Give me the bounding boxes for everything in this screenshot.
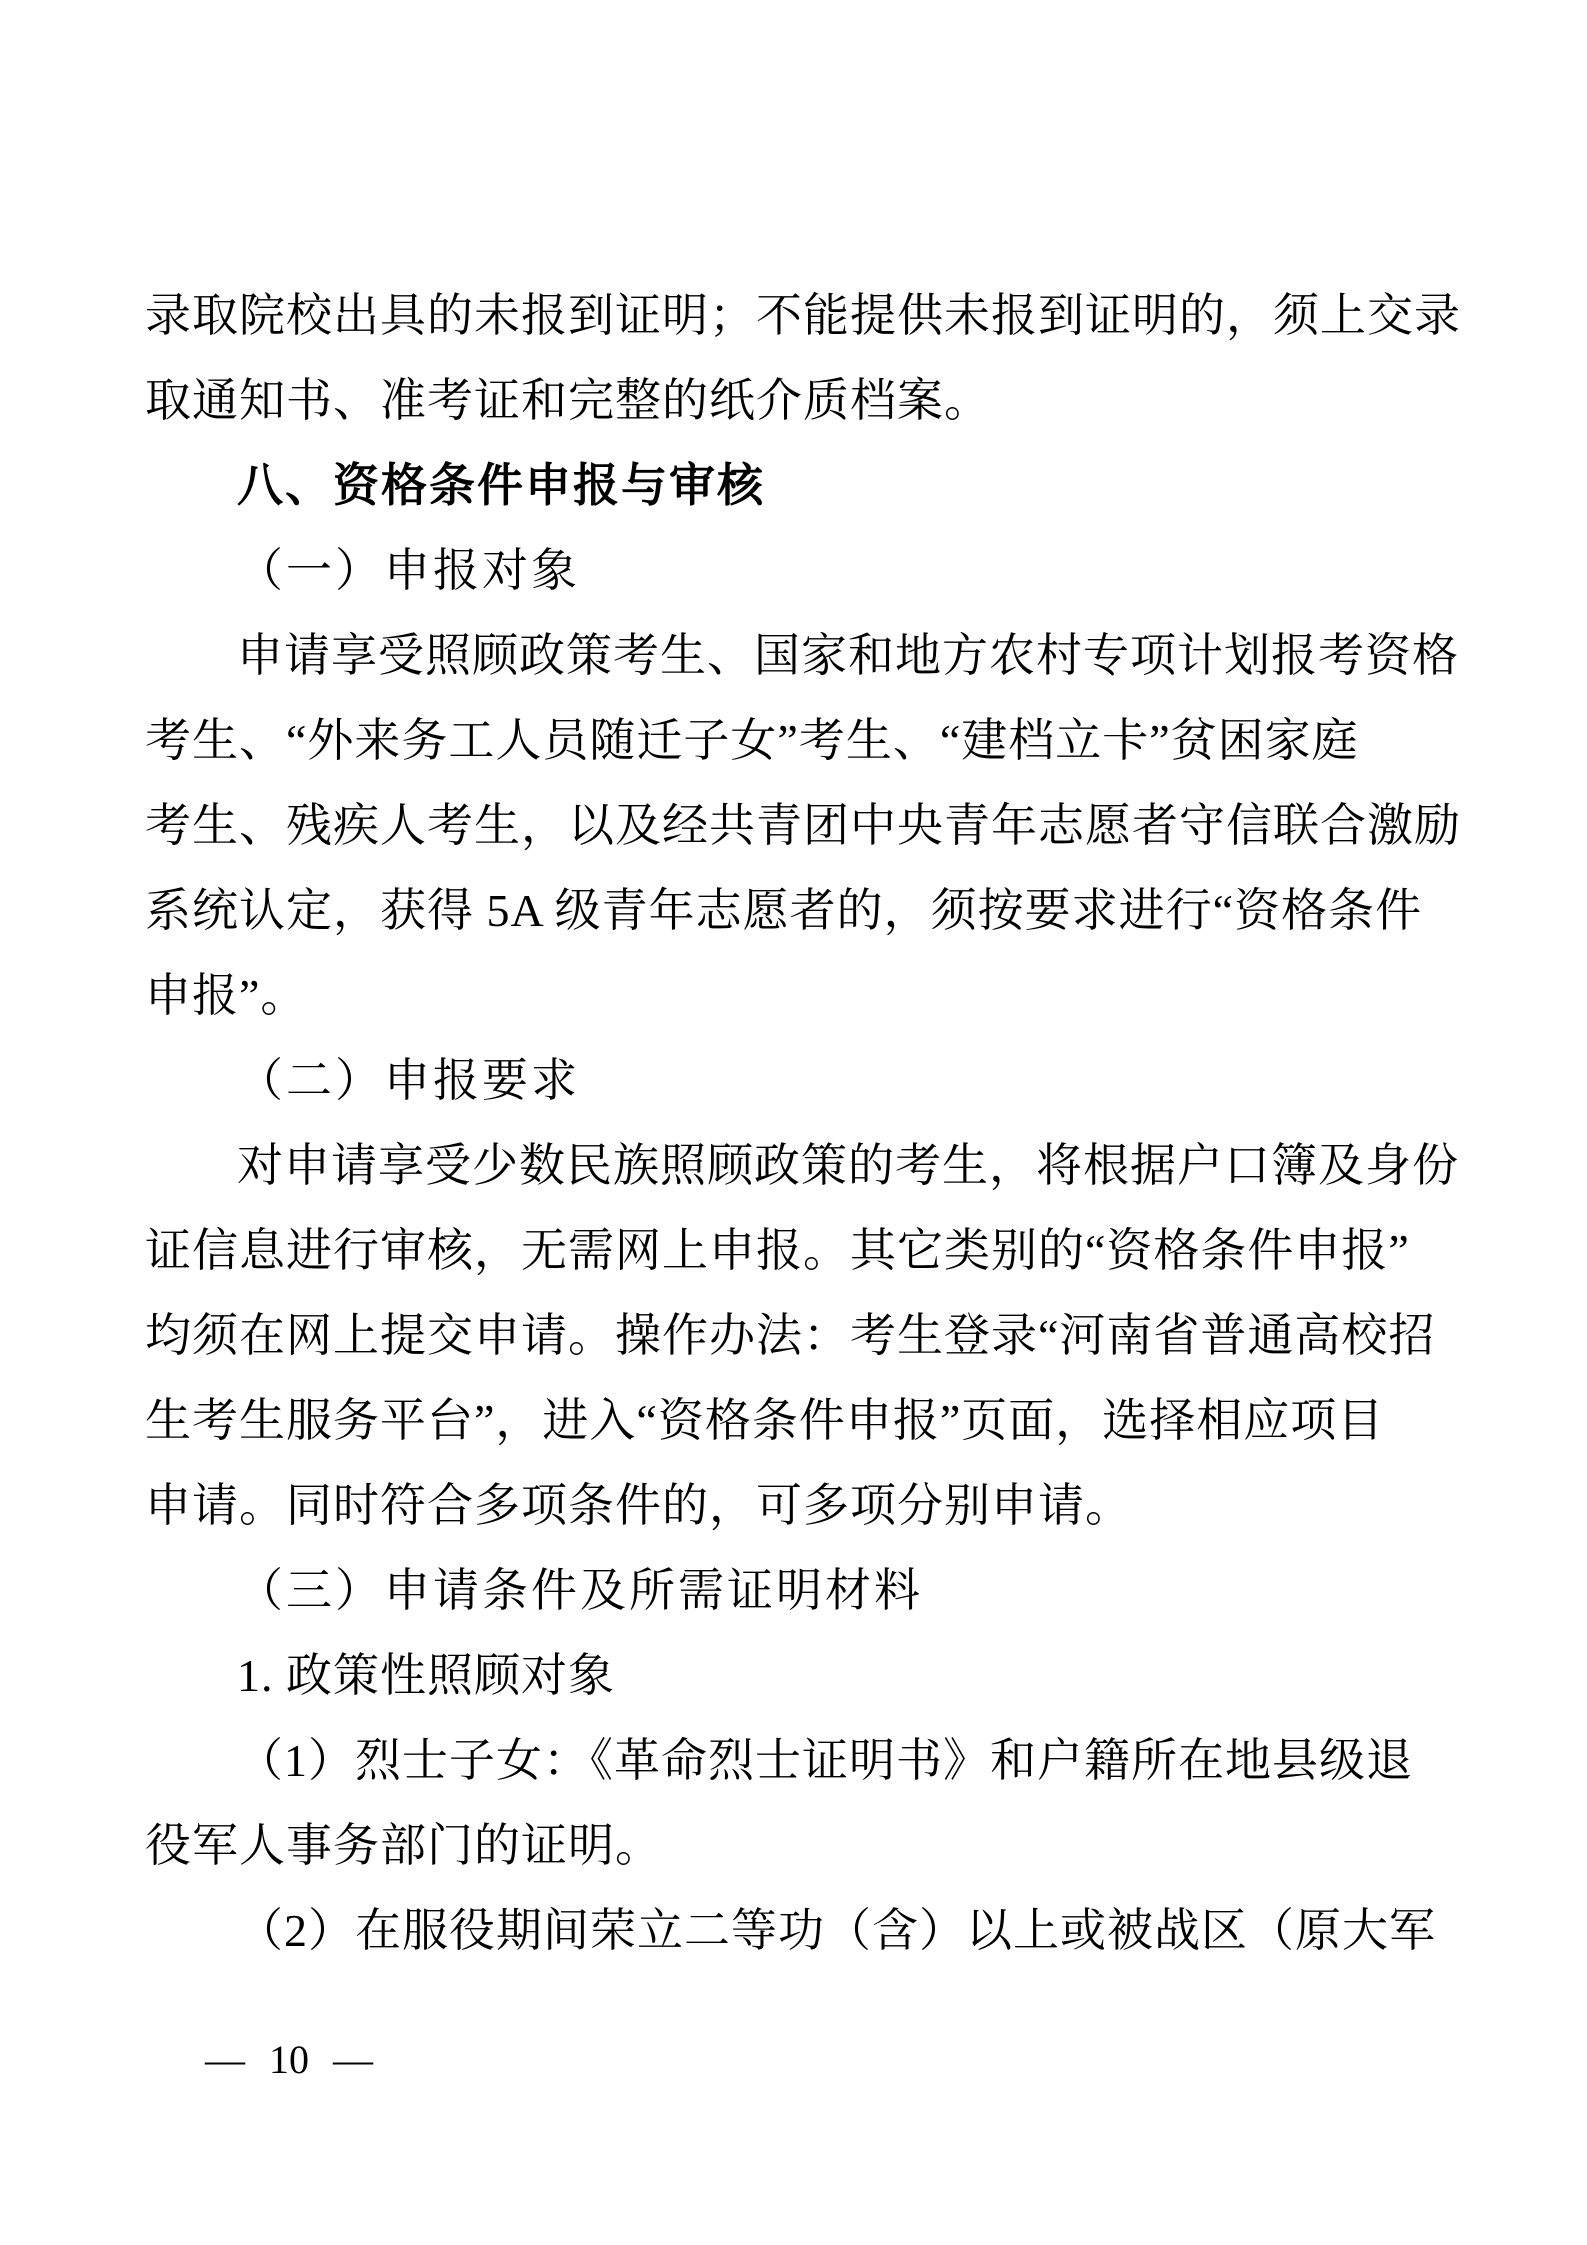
body-text-line: 对申请享受少数民族照顾政策的考生，将根据户口簿及身份 — [237, 1140, 1459, 1191]
body-text-line: （1）烈士子女：《革命烈士证明书》和户籍所在地县级退 — [237, 1735, 1413, 1786]
body-text-line: 录取院校出具的未报到证明；不能提供未报到证明的，须上交录 — [145, 290, 1461, 341]
subsection-heading: （三）申请条件及所需证明材料 — [237, 1565, 923, 1616]
body-text-line: 申请。同时符合多项条件的，可多项分别申请。 — [145, 1480, 1132, 1531]
document-body — [145, 273, 1461, 1973]
body-text-line: 均须在网上提交申请。操作办法：考生登录“河南省普通高校招 — [145, 1310, 1436, 1361]
body-text-line: 取通知书、准考证和完整的纸介质档案。 — [145, 375, 991, 426]
body-text-line: 申报”。 — [145, 970, 308, 1021]
body-text-line: 役军人事务部门的证明。 — [145, 1820, 662, 1871]
body-text-line: 证信息进行审核，无需网上申报。其它类别的“资格条件申报” — [145, 1225, 1410, 1276]
body-text-line: 生考生服务平台”，进入“资格条件申报”页面，选择相应项目 — [145, 1395, 1385, 1446]
subsection-heading: （二）申报要求 — [237, 1055, 580, 1106]
body-text-line: 考生、“外来务工人员随迁子女”考生、“建档立卡”贫困家庭 — [145, 715, 1359, 766]
body-text-line: 1. 政策性照顾对象 — [237, 1650, 615, 1701]
page-number: — 10 — — [205, 2037, 373, 2082]
body-text-line: 考生、残疾人考生，以及经共青团中央青年志愿者守信联合激励 — [145, 800, 1461, 851]
section-heading: 八、资格条件申报与审核 — [237, 459, 765, 511]
body-text-line: （2）在服役期间荣立二等功（含）以上或被战区（原大军 — [237, 1905, 1436, 1956]
body-text-line: 申请享受照顾政策考生、国家和地方农村专项计划报考资格 — [237, 630, 1459, 681]
body-text-line: 系统认定，获得 5A 级青年志愿者的，须按要求进行“资格条件 — [145, 885, 1423, 936]
subsection-heading: （一）申报对象 — [237, 545, 580, 596]
